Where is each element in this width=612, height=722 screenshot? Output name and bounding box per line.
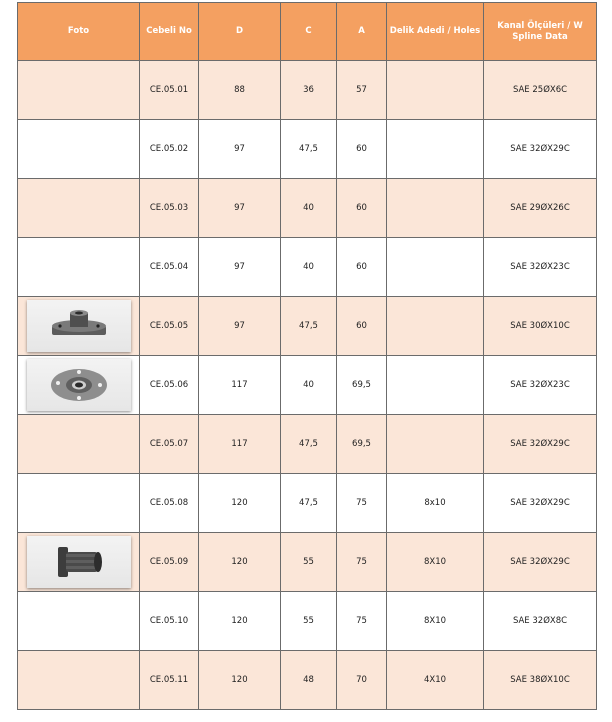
cell-foto <box>18 356 140 415</box>
cell-cebeli-no: CE.05.08 <box>140 474 199 533</box>
cell-spline-data: SAE 32ØX23C <box>484 238 597 297</box>
cell-foto <box>18 533 140 592</box>
cell-a: 60 <box>337 238 387 297</box>
cell-holes: 8X10 <box>387 533 484 592</box>
cell-cebeli-no: CE.05.02 <box>140 120 199 179</box>
cell-foto <box>18 179 140 238</box>
cell-holes <box>387 120 484 179</box>
cell-foto <box>18 592 140 651</box>
cell-d: 120 <box>199 651 281 710</box>
cell-cebeli-no: CE.05.09 <box>140 533 199 592</box>
cell-c: 47,5 <box>281 297 337 356</box>
cell-holes: 4X10 <box>387 651 484 710</box>
cell-holes <box>387 297 484 356</box>
cell-c: 40 <box>281 238 337 297</box>
header-a: A <box>337 3 387 61</box>
cell-a: 60 <box>337 120 387 179</box>
cell-spline-data: SAE 38ØX10C <box>484 651 597 710</box>
cell-d: 97 <box>199 297 281 356</box>
table-row <box>18 474 597 533</box>
table-body <box>18 61 597 710</box>
header-spline-data: Kanal Ölçüleri / W Spline Data <box>484 3 597 61</box>
table-row <box>18 356 597 415</box>
cell-cebeli-no: CE.05.06 <box>140 356 199 415</box>
cell-holes <box>387 179 484 238</box>
cell-c: 40 <box>281 179 337 238</box>
cell-holes <box>387 356 484 415</box>
splined-hub-side-view-photo <box>27 536 131 588</box>
cell-a: 75 <box>337 533 387 592</box>
cell-a: 57 <box>337 61 387 120</box>
cell-c: 55 <box>281 592 337 651</box>
cell-d: 120 <box>199 474 281 533</box>
cell-holes: 8X10 <box>387 592 484 651</box>
cell-c: 47,5 <box>281 474 337 533</box>
table-row <box>18 415 597 474</box>
cell-cebeli-no: CE.05.01 <box>140 61 199 120</box>
cell-cebeli-no: CE.05.11 <box>140 651 199 710</box>
flange-hub-front-view-photo <box>27 359 131 411</box>
cell-a: 60 <box>337 297 387 356</box>
cell-d: 120 <box>199 592 281 651</box>
table-header-row <box>18 3 597 61</box>
cell-a: 60 <box>337 179 387 238</box>
cell-spline-data: SAE 30ØX10C <box>484 297 597 356</box>
cell-c: 47,5 <box>281 120 337 179</box>
cell-foto <box>18 651 140 710</box>
table-row <box>18 297 597 356</box>
cell-holes <box>387 415 484 474</box>
cell-d: 117 <box>199 356 281 415</box>
cell-holes <box>387 61 484 120</box>
cell-cebeli-no: CE.05.07 <box>140 415 199 474</box>
cell-spline-data: SAE 29ØX26C <box>484 179 597 238</box>
cell-d: 97 <box>199 179 281 238</box>
cell-d: 120 <box>199 533 281 592</box>
cell-foto <box>18 61 140 120</box>
cell-cebeli-no: CE.05.10 <box>140 592 199 651</box>
cell-a: 75 <box>337 592 387 651</box>
header-d: D <box>199 3 281 61</box>
cell-spline-data: SAE 32ØX29C <box>484 533 597 592</box>
header-cebeli-no: Cebeli No <box>140 3 199 61</box>
cell-d: 97 <box>199 120 281 179</box>
flange-hub-side-view-photo <box>27 300 131 352</box>
cell-a: 75 <box>337 474 387 533</box>
cell-foto <box>18 120 140 179</box>
cell-c: 47,5 <box>281 415 337 474</box>
cell-holes <box>387 238 484 297</box>
table-row <box>18 651 597 710</box>
cell-spline-data: SAE 32ØX29C <box>484 474 597 533</box>
cell-cebeli-no: CE.05.03 <box>140 179 199 238</box>
header-c: C <box>281 3 337 61</box>
table-row <box>18 120 597 179</box>
table-row <box>18 238 597 297</box>
cell-spline-data: SAE 25ØX6C <box>484 61 597 120</box>
cell-foto <box>18 474 140 533</box>
cell-cebeli-no: CE.05.05 <box>140 297 199 356</box>
header-foto: Foto <box>18 3 140 61</box>
cell-a: 70 <box>337 651 387 710</box>
cell-foto <box>18 297 140 356</box>
cell-a: 69,5 <box>337 356 387 415</box>
table-row <box>18 179 597 238</box>
cell-d: 88 <box>199 61 281 120</box>
cell-c: 36 <box>281 61 337 120</box>
table-row <box>18 61 597 120</box>
cell-spline-data: SAE 32ØX8C <box>484 592 597 651</box>
cell-spline-data: SAE 32ØX29C <box>484 120 597 179</box>
table-row <box>18 533 597 592</box>
cell-spline-data: SAE 32ØX29C <box>484 415 597 474</box>
cell-spline-data: SAE 32ØX23C <box>484 356 597 415</box>
cell-foto <box>18 415 140 474</box>
cell-d: 117 <box>199 415 281 474</box>
header-holes: Delik Adedi / Holes <box>387 3 484 61</box>
cell-c: 40 <box>281 356 337 415</box>
cell-c: 48 <box>281 651 337 710</box>
cell-c: 55 <box>281 533 337 592</box>
cell-cebeli-no: CE.05.04 <box>140 238 199 297</box>
cell-a: 69,5 <box>337 415 387 474</box>
cell-d: 97 <box>199 238 281 297</box>
cell-holes: 8x10 <box>387 474 484 533</box>
product-spec-table <box>17 2 597 710</box>
table-row <box>18 592 597 651</box>
cell-foto <box>18 238 140 297</box>
